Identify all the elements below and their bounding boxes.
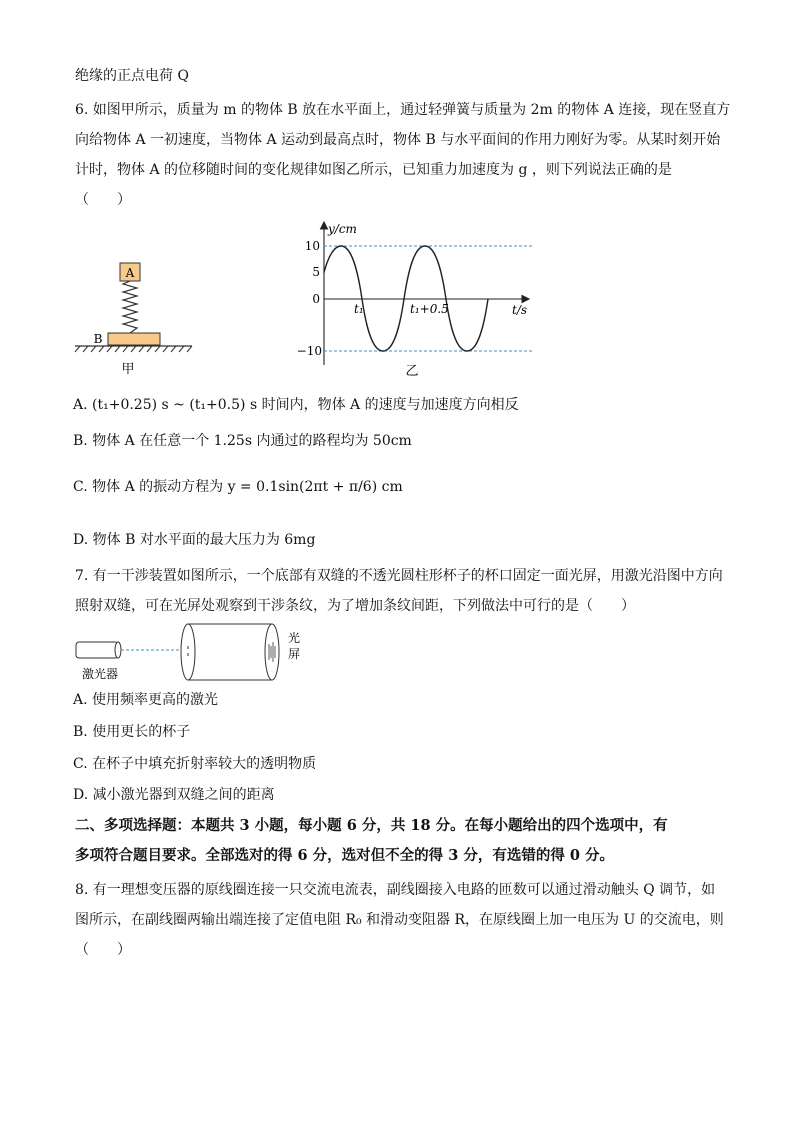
figure-interference xyxy=(70,620,320,685)
section2-line2: 多项符合题目要求。全部选对的得 6 分，选对但不全的得 3 分，有选错的得 0 分。 xyxy=(75,847,615,864)
caption-yi: 乙 xyxy=(405,364,419,379)
q6-line3: 计时，物体 A 的位移随时间的变化规律如图乙所示，已知重力加速度为 g ，则下列说法正确的是 xyxy=(75,162,672,178)
q6-option-a: A. (t₁+0.25) s ~ (t₁+0.5) s 时间内，物体 A 的速度与加速度方向相反 xyxy=(73,397,519,413)
figure-jia xyxy=(70,255,200,380)
screen-label-2: 屏 xyxy=(288,647,301,661)
q6-option-d: D. 物体 B 对水平面的最大压力为 6mg xyxy=(73,532,316,548)
q8-line1: 8. 有一理想变压器的原线圈连接一只交流电流表，副线圈接入电路的匝数可以通过滑动触头 Q 调节，如 xyxy=(75,882,716,898)
label-b: B xyxy=(93,332,103,346)
caption-jia: 甲 xyxy=(121,362,135,377)
tick-5: 5 xyxy=(312,265,320,279)
q6-paren: （ ） xyxy=(75,192,131,208)
q6-line1: 6. 如图甲所示，质量为 m 的物体 B 放在水平面上，通过轻弹簧与质量为 2m 的物体 A 连接，现在竖直方 xyxy=(75,102,731,118)
section2-line1: 二、多项选择题：本题共 3 小题，每小题 6 分，共 18 分。在每小题给出的四个选项中，有 xyxy=(75,817,668,834)
q7-line1: 7. 有一干涉装置如图所示，一个底部有双缝的不透光圆柱形杯子的杯口固定一面光屏，用激光沿图中方向 xyxy=(75,568,723,584)
q6-line2: 向给物体 A 一初速度，当物体 A 运动到最高点时，物体 B 与水平面间的作用力刚好为零。从某时刻开始 xyxy=(75,132,721,148)
q7-option-b: B. 使用更长的杯子 xyxy=(73,724,191,740)
q7-option-a: A. 使用频率更高的激光 xyxy=(73,692,219,708)
tick-t1-plus-05: t₁+0.5 xyxy=(410,302,449,316)
label-a: A xyxy=(125,266,135,280)
y-axis-label: y/cm xyxy=(328,222,357,236)
tick-t1: t₁ xyxy=(354,302,364,316)
q8-line2: 图所示，在副线圈两输出端连接了定值电阻 R₀ 和滑动变阻器 R，在原线圈上加一电压为 U 的交流电，则 xyxy=(75,912,724,928)
q8-paren: （ ） xyxy=(75,942,131,958)
q7-option-c: C. 在杯子中填充折射率较大的透明物质 xyxy=(73,756,317,772)
tick-0: 0 xyxy=(312,292,320,306)
tick-10: 10 xyxy=(304,239,320,253)
q6-option-c: C. 物体 A 的振动方程为 y = 0.1sin(2πt + π/6) cm xyxy=(73,479,403,495)
q7-option-d: D. 减小激光器到双缝之间的距离 xyxy=(73,787,275,803)
x-axis-label: t/s xyxy=(512,303,528,317)
screen-label-1: 光 xyxy=(288,631,301,645)
q7-line2: 照射双缝，可在光屏处观察到干涉条纹，为了增加条纹间距，下列做法中可行的是（ ） xyxy=(75,598,635,614)
tick-minus-10: −10 xyxy=(296,344,322,358)
q6-option-b: B. 物体 A 在任意一个 1.25s 内通过的路程均为 50cm xyxy=(73,433,412,449)
laser-label: 激光器 xyxy=(81,667,119,681)
top-line: 绝缘的正点电荷 Q xyxy=(75,68,189,84)
figure-yi xyxy=(296,215,540,380)
